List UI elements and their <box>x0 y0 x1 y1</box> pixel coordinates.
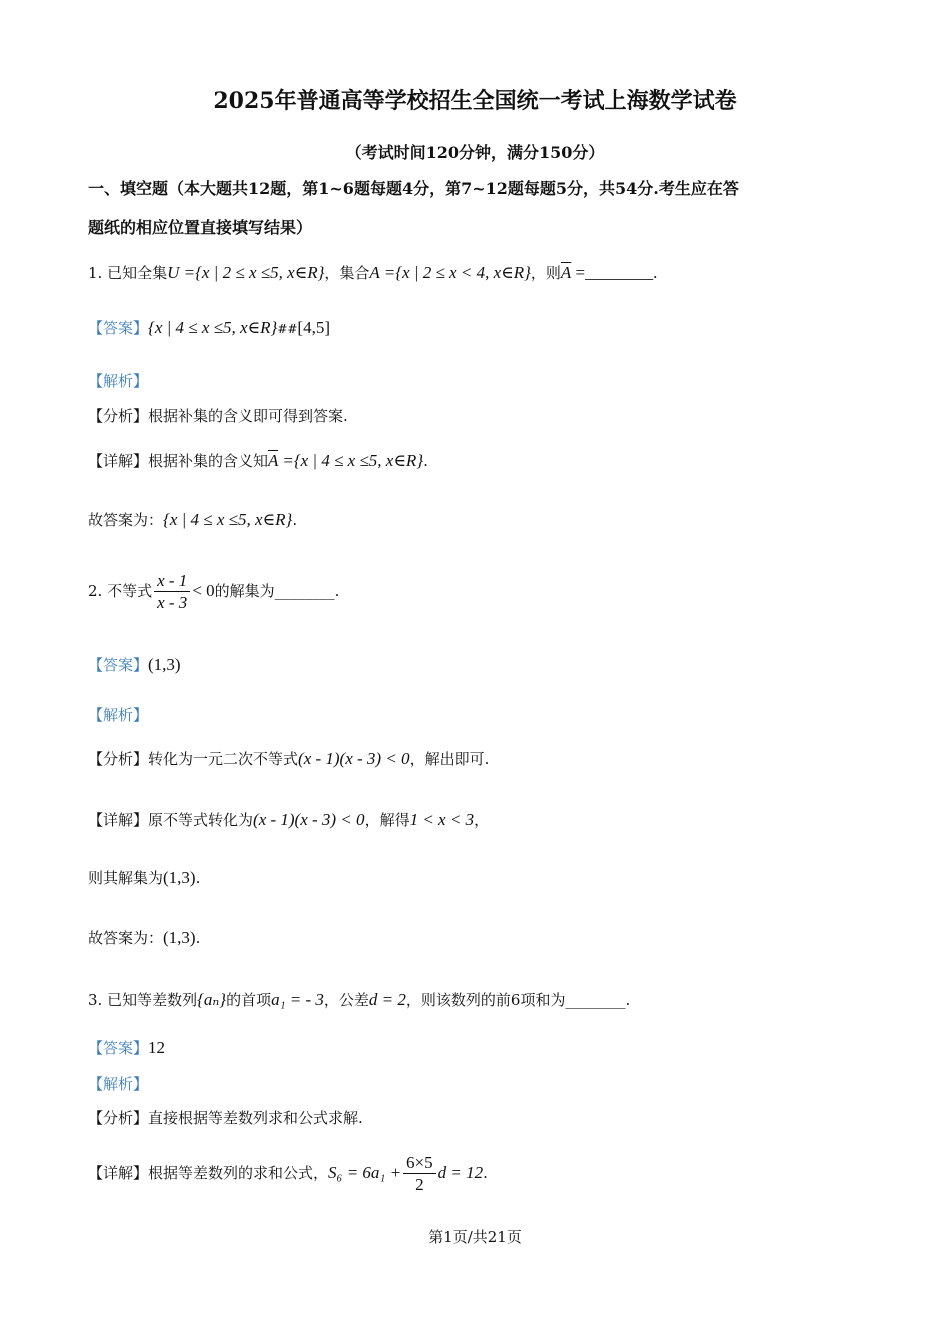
page-footer: 第1页/共21页 <box>428 1228 522 1246</box>
q1-blank: =________. <box>571 263 658 282</box>
q2-set-math: (1,3) <box>163 868 196 887</box>
q3-suffix: ，则该数列的前6项和为________. <box>405 991 631 1009</box>
q1-detail-math: ={x | 4 ≤ x ≤5, x∈R} <box>278 451 424 470</box>
q2-stem <box>88 570 339 614</box>
q2-numerator: x - 1 <box>154 570 190 592</box>
q3-first-term: a₁ = - 3 <box>271 990 324 1009</box>
q2-detail-end: ， <box>474 811 490 829</box>
q1-analysis-text: 根据补集的含义即可得到答案. <box>148 407 348 425</box>
answer-label: 【答案】 <box>88 1039 149 1057</box>
q3-detail-text: 根据等差数列的求和公式， <box>148 1163 329 1182</box>
q1-a-complement: $\overline{A}$ <box>560 263 572 282</box>
q2-answer <box>88 655 181 675</box>
q2-detail-math: (x - 1)(x - 3) < 0 <box>253 810 365 829</box>
q2-set-text: 则其解集为 <box>88 869 164 887</box>
q2-denominator: x - 3 <box>157 593 188 613</box>
q2-final <box>88 928 200 948</box>
q1-answer-set: {x | 4 ≤ x ≤5, x∈R} <box>148 318 278 337</box>
q3-stem <box>88 990 630 1010</box>
section-heading-line2: 题纸的相应位置直接填写结果） <box>88 218 313 237</box>
q3-answer-value: 12 <box>148 1038 166 1057</box>
q3-detail-end: . <box>483 1163 488 1182</box>
q3-sum-lhs: S₆ = 6a₁ + <box>328 1162 402 1182</box>
q1-final-text: 故答案为： <box>88 511 164 529</box>
q3-explain-label: 【解析】 <box>88 1075 149 1093</box>
q3-fraction-denominator: 2 <box>415 1175 424 1195</box>
q2-final-end: . <box>195 929 201 947</box>
q1-final <box>88 510 297 530</box>
q1-answer-interval: [4,5] <box>297 318 330 337</box>
detail-label: 【详解】 <box>88 452 149 470</box>
q2-set-end: . <box>195 869 201 887</box>
q3-fraction-numerator: 6×5 <box>403 1152 436 1174</box>
q2-inequality: < 0 <box>192 580 215 600</box>
q3-mid1: 的首项 <box>226 991 272 1009</box>
q3-sum-fraction <box>403 1152 436 1196</box>
q1-stem <box>88 263 657 283</box>
q1-then: ，则 <box>530 264 561 282</box>
q2-final-text: 故答案为： <box>88 929 164 947</box>
q3-prefix: 3. 已知等差数列 <box>88 991 198 1009</box>
detail-label: 【详解】 <box>88 1163 149 1182</box>
q2-fraction <box>154 570 190 614</box>
q2-detail <box>88 810 489 830</box>
q3-analysis-text: 直接根据等差数列求和公式求解. <box>148 1109 363 1127</box>
q2-explain-label: 【解析】 <box>88 706 149 724</box>
q2-analysis-math: (x - 1)(x - 3) < 0 <box>298 749 410 768</box>
q1-detail-text: 根据补集的含义知 <box>148 452 269 470</box>
analysis-label: 【分析】 <box>88 750 149 768</box>
section-heading-line1: 一、填空题（本大题共12题，第1~6题每题4分，第7~12题每题5分，共54分.考生应在答 <box>88 179 739 198</box>
analysis-label: 【分析】 <box>88 407 149 425</box>
q2-detail-text: 原不等式转化为 <box>148 811 254 829</box>
answer-label: 【答案】 <box>88 319 149 337</box>
q2-solution-set <box>88 868 200 888</box>
q1-detail-a-complement: $\overline{A}$ <box>268 451 279 470</box>
exam-subtitle: （考试时间120分钟，满分150分） <box>345 143 605 162</box>
q1-mid: ，集合 <box>324 264 370 282</box>
q2-answer-value: (1,3) <box>148 655 181 674</box>
answer-label: 【答案】 <box>88 656 149 674</box>
q3-sum-rhs: d = 12 <box>437 1162 484 1182</box>
q2-analysis <box>88 749 489 769</box>
q1-detail <box>88 451 428 471</box>
q1-final-end: . <box>292 511 298 529</box>
q3-detail <box>88 1152 488 1196</box>
q1-set-a: A ={x | 2 ≤ x < 4, x∈R} <box>369 263 531 282</box>
q2-final-math: (1,3) <box>163 928 196 947</box>
exam-title: 2025年普通高等学校招生全国统一考试上海数学试卷 <box>213 88 737 114</box>
q3-sequence: {aₙ} <box>197 990 227 1009</box>
q2-detail-math2: 1 < x < 3 <box>409 810 475 829</box>
q1-explain-label: 【解析】 <box>88 372 149 390</box>
q1-detail-end: . <box>423 452 428 470</box>
q3-analysis <box>88 1109 363 1127</box>
q1-prefix: 1. 已知全集 <box>88 264 168 282</box>
q3-mid2: ，公差 <box>323 991 369 1009</box>
q1-final-math: {x | 4 ≤ x ≤5, x∈R} <box>163 510 293 529</box>
analysis-label: 【分析】 <box>88 1109 149 1127</box>
q2-detail-mid: ，解得 <box>364 811 410 829</box>
q2-analysis-end: ，解出即可. <box>409 750 490 768</box>
detail-label: 【详解】 <box>88 811 149 829</box>
q1-set-u: U ={x | 2 ≤ x ≤5, x∈R} <box>167 263 325 282</box>
q1-answer-sep: ## <box>277 322 298 336</box>
q3-common-difference: d = 2 <box>368 990 406 1009</box>
q2-prefix: 2. 不等式 <box>88 581 153 600</box>
q3-answer <box>88 1038 165 1058</box>
q2-analysis-text: 转化为一元二次不等式 <box>148 750 299 768</box>
q1-analysis <box>88 407 348 425</box>
q1-answer <box>88 318 330 338</box>
q2-suffix: 的解集为________. <box>214 581 340 600</box>
